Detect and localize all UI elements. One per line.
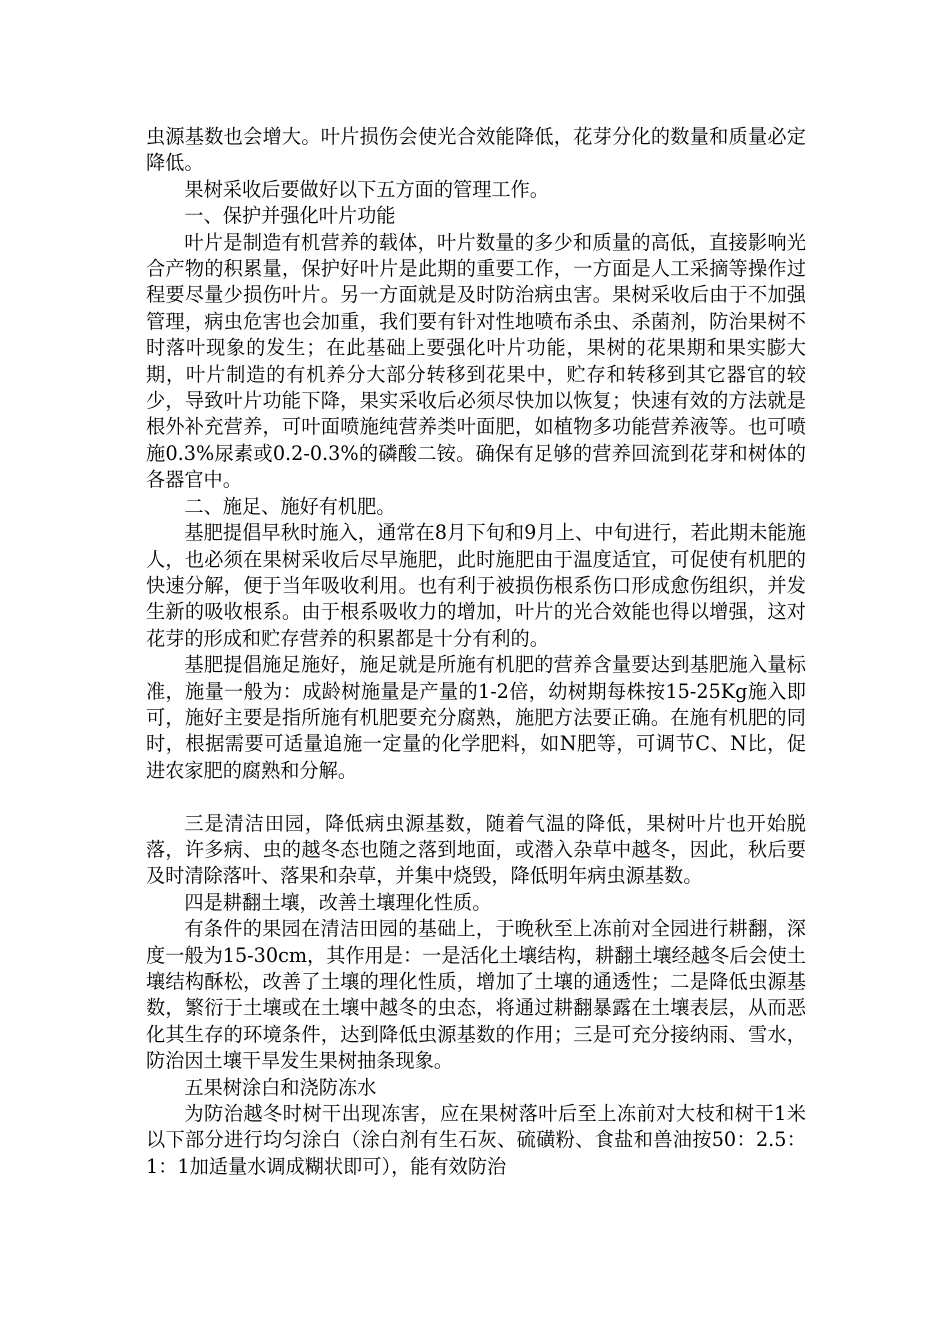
document-body [146,124,806,1180]
paragraph-base-fertilizer-timing: 基肥提倡早秋时施入，通常在8月下旬和9月上、中旬进行，若此期未能施人，也必须在果树采收后尽早施肥，此时施肥由于温度适宜，可促使有机肥的快速分解，便于当年吸收利用。也有利于被损伤根系伤口形成愈伤组织，并发生新的吸收根系。由于根系吸收力的增加，叶片的光合效能也得以增强，这对花芽的形成和贮存营养的积累都是十分有利的。 [146,521,806,650]
section-heading-4: 四是耕翻土壤，改善土壤理化性质。 [184,890,492,914]
paragraph-continued: 虫源基数也会增大。叶片损伤会使光合效能降低，花芽分化的数量和质量必定降低。 [146,125,806,175]
section-heading-1: 一、保护并强化叶片功能 [184,204,396,228]
paragraph-base-fertilizer-amount: 基肥提倡施足施好，施足就是所施有机肥的营养含量要达到基肥施入量标准，施量一般为：成龄树施量是产量的1-2倍，幼树期每株按15-25Kg施入即可，施好主要是指所施有机肥要充分腐熟，施肥方法要正确。在施有机肥的同时，根据需要可适量追施一定量的化学肥料，如N肥等，可调节C、N比，促进农家肥的腐熟和分解。 [146,653,806,782]
paragraph-intro: 果树采收后要做好以下五方面的管理工作。 [184,177,549,201]
paragraph-clean-orchard: 三是清洁田园，降低病虫源基数，随着气温的降低，果树叶片也开始脱落，许多病、虫的越冬态也随之落到地面，或潜入杂草中越冬，因此，秋后要及时清除落叶、落果和杂草，并集中烧毁，降低明年病虫源基数。 [146,811,806,888]
section-heading-2: 二、施足、施好有机肥。 [184,494,396,518]
paragraph-whitewash: 为防治越冬时树干出现冻害，应在果树落叶后至上冻前对大枝和树干1米以下部分进行均匀涂白（涂白剂有生石灰、硫磺粉、食盐和兽油按50：2.5：1：1加适量水调成糊状即可），能有效防治 [146,1102,806,1178]
section-heading-5: 五果树涂白和浇防冻水 [184,1075,377,1099]
paragraph-tillage: 有条件的果园在清洁田园的基础上，于晚秋至上冻前对全园进行耕翻，深度一般为15-30cm，其作用是：一是活化土壤结构，耕翻土壤经越冬后会使土壤结构酥松，改善了土壤的理化性质，增加了土壤的通透性；二是降低虫源基数，繁衍于土壤或在土壤中越冬的虫态，将通过耕翻暴露在土壤表层，从而恶化其生存的环境条件，达到降低虫源基数的作用；三是可充分接纳雨、雪水，防治因土壤干旱发生果树抽条现象。 [146,917,806,1073]
paragraph-leaf-protection: 叶片是制造有机营养的载体，叶片数量的多少和质量的高低，直接影响光合产物的积累量，保护好叶片是此期的重要工作，一方面是人工采摘等操作过程要尽量少损伤叶片。另一方面就是及时防治病虫害。果树采收后由于不加强管理，病虫危害也会加重，我们要有针对性地喷布杀虫、杀菌剂，防治果树不时落叶现象的发生；在此基础上要强化叶片功能，果树的花果期和果实膨大期，叶片制造的有机养分大部分转移到花果中，贮存和转移到其它器官的较少，导致叶片功能下降，果实采收后必须尽快加以恢复；快速有效的方法就是根外补充营养，可叶面喷施纯营养类叶面肥，如植物多功能营养液等。也可喷施0.3%尿素或0.2-0.3%的磷酸二铵。确保有足够的营养回流到花芽和树体的各器官中。 [146,230,806,492]
blank-line [146,784,806,810]
